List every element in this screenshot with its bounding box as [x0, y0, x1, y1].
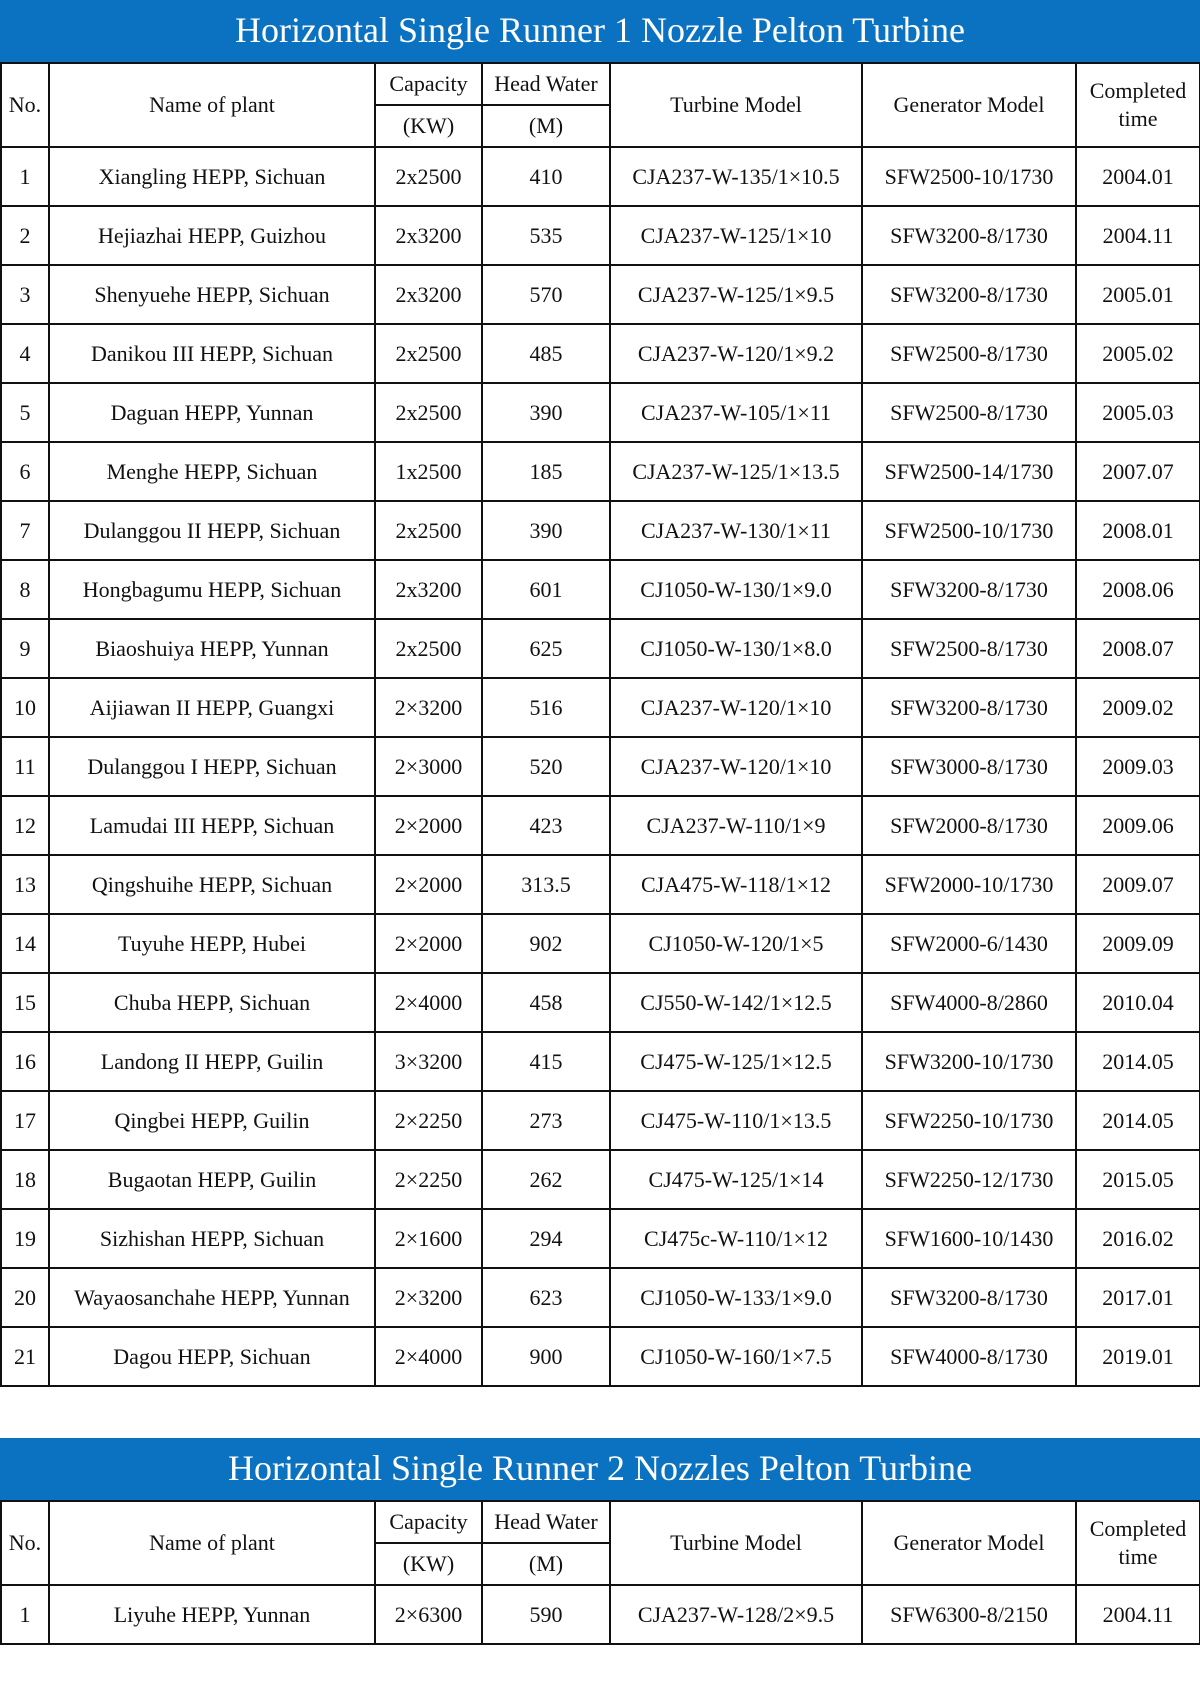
header-capacity-unit: (KW): [375, 1543, 482, 1585]
cell-plant-name: Qingshuihe HEPP, Sichuan: [49, 855, 375, 914]
cell-completed-time: 2014.05: [1076, 1032, 1200, 1091]
table-row: [1, 619, 1200, 678]
table-row: [1, 147, 1200, 206]
cell-generator-model: SFW2500-8/1730: [862, 383, 1076, 442]
cell-turbine-model: CJ1050-W-130/1×8.0: [610, 619, 862, 678]
cell-capacity: 2x3200: [375, 206, 482, 265]
cell-generator-model: SFW2500-8/1730: [862, 619, 1076, 678]
cell-plant-name: Menghe HEPP, Sichuan: [49, 442, 375, 501]
cell-capacity: 2x3200: [375, 265, 482, 324]
cell-capacity: 2×2250: [375, 1150, 482, 1209]
cell-generator-model: SFW3000-8/1730: [862, 737, 1076, 796]
header-completed-line1: Completed: [1089, 78, 1187, 103]
cell-no: 2: [1, 206, 49, 265]
cell-turbine-model: CJ475-W-125/1×14: [610, 1150, 862, 1209]
cell-turbine-model: CJ550-W-142/1×12.5: [610, 973, 862, 1032]
cell-head-water: 410: [482, 147, 610, 206]
cell-no: 13: [1, 855, 49, 914]
table-row: [1, 678, 1200, 737]
cell-completed-time: 2008.07: [1076, 619, 1200, 678]
table-row: [1, 1327, 1200, 1386]
cell-capacity: 2x3200: [375, 560, 482, 619]
cell-generator-model: SFW3200-10/1730: [862, 1032, 1076, 1091]
cell-completed-time: 2016.02: [1076, 1209, 1200, 1268]
cell-no: 21: [1, 1327, 49, 1386]
cell-completed-time: 2008.01: [1076, 501, 1200, 560]
cell-head-water: 601: [482, 560, 610, 619]
table-row: [1, 1150, 1200, 1209]
cell-no: 15: [1, 973, 49, 1032]
table-row: [1, 973, 1200, 1032]
cell-completed-time: 2009.02: [1076, 678, 1200, 737]
table-title: Horizontal Single Runner 1 Nozzle Pelton Turbine: [0, 0, 1200, 62]
cell-no: 11: [1, 737, 49, 796]
cell-head-water: 535: [482, 206, 610, 265]
table-row: [1, 501, 1200, 560]
header-turbine-model: Turbine Model: [610, 63, 862, 147]
table-row: [1, 324, 1200, 383]
cell-capacity: 2x2500: [375, 324, 482, 383]
section-spacer: [0, 1387, 1200, 1438]
table-row: [1, 560, 1200, 619]
cell-generator-model: SFW2250-12/1730: [862, 1150, 1076, 1209]
cell-no: 10: [1, 678, 49, 737]
header-completed-line2: time: [1118, 106, 1158, 131]
cell-completed-time: 2005.01: [1076, 265, 1200, 324]
cell-capacity: 2×2250: [375, 1091, 482, 1150]
cell-no: 1: [1, 147, 49, 206]
cell-no: 18: [1, 1150, 49, 1209]
cell-generator-model: SFW2500-8/1730: [862, 324, 1076, 383]
table-row: [1, 1032, 1200, 1091]
cell-capacity: 2×2000: [375, 796, 482, 855]
cell-head-water: 902: [482, 914, 610, 973]
cell-completed-time: 2007.07: [1076, 442, 1200, 501]
cell-head-water: 458: [482, 973, 610, 1032]
cell-generator-model: SFW2250-10/1730: [862, 1091, 1076, 1150]
cell-generator-model: SFW2500-10/1730: [862, 501, 1076, 560]
cell-head-water: 900: [482, 1327, 610, 1386]
cell-plant-name: Landong II HEPP, Guilin: [49, 1032, 375, 1091]
header-name: Name of plant: [49, 1501, 375, 1585]
cell-capacity: 1x2500: [375, 442, 482, 501]
cell-completed-time: 2005.02: [1076, 324, 1200, 383]
cell-generator-model: SFW3200-8/1730: [862, 678, 1076, 737]
cell-plant-name: Chuba HEPP, Sichuan: [49, 973, 375, 1032]
cell-plant-name: Aijiawan II HEPP, Guangxi: [49, 678, 375, 737]
cell-plant-name: Dulanggou I HEPP, Sichuan: [49, 737, 375, 796]
cell-no: 6: [1, 442, 49, 501]
header-turbine-model: Turbine Model: [610, 1501, 862, 1585]
cell-generator-model: SFW4000-8/1730: [862, 1327, 1076, 1386]
cell-head-water: 415: [482, 1032, 610, 1091]
cell-turbine-model: CJA237-W-125/1×10: [610, 206, 862, 265]
cell-capacity: 2×4000: [375, 1327, 482, 1386]
table-row: [1, 383, 1200, 442]
cell-turbine-model: CJ475-W-125/1×12.5: [610, 1032, 862, 1091]
cell-no: 1: [1, 1585, 49, 1644]
cell-capacity: 2×6300: [375, 1585, 482, 1644]
cell-head-water: 423: [482, 796, 610, 855]
cell-generator-model: SFW2000-8/1730: [862, 796, 1076, 855]
cell-head-water: 625: [482, 619, 610, 678]
cell-capacity: 2×2000: [375, 914, 482, 973]
header-generator-model: Generator Model: [862, 63, 1076, 147]
header-completed-time: [1076, 63, 1200, 147]
cell-turbine-model: CJA237-W-135/1×10.5: [610, 147, 862, 206]
table-row: [1, 914, 1200, 973]
cell-generator-model: SFW2500-10/1730: [862, 147, 1076, 206]
cell-turbine-model: CJ1050-W-160/1×7.5: [610, 1327, 862, 1386]
cell-head-water: 294: [482, 1209, 610, 1268]
cell-plant-name: Hongbagumu HEPP, Sichuan: [49, 560, 375, 619]
cell-capacity: 2×2000: [375, 855, 482, 914]
cell-turbine-model: CJA237-W-120/1×9.2: [610, 324, 862, 383]
cell-capacity: 2x2500: [375, 383, 482, 442]
cell-head-water: 623: [482, 1268, 610, 1327]
cell-no: 7: [1, 501, 49, 560]
table-row: [1, 855, 1200, 914]
cell-capacity: 2×3000: [375, 737, 482, 796]
cell-completed-time: 2008.06: [1076, 560, 1200, 619]
cell-capacity: 2x2500: [375, 501, 482, 560]
cell-completed-time: 2009.06: [1076, 796, 1200, 855]
cell-plant-name: Dagou HEPP, Sichuan: [49, 1327, 375, 1386]
cell-completed-time: 2014.05: [1076, 1091, 1200, 1150]
cell-no: 3: [1, 265, 49, 324]
header-completed-time: [1076, 1501, 1200, 1585]
cell-no: 14: [1, 914, 49, 973]
cell-turbine-model: CJA237-W-125/1×9.5: [610, 265, 862, 324]
cell-head-water: 570: [482, 265, 610, 324]
cell-capacity: 2x2500: [375, 619, 482, 678]
cell-generator-model: SFW1600-10/1430: [862, 1209, 1076, 1268]
table-row: [1, 1268, 1200, 1327]
cell-completed-time: 2009.07: [1076, 855, 1200, 914]
table-section: [0, 1438, 1200, 1645]
cell-no: 4: [1, 324, 49, 383]
cell-head-water: 390: [482, 383, 610, 442]
cell-completed-time: 2004.11: [1076, 1585, 1200, 1644]
cell-generator-model: SFW4000-8/2860: [862, 973, 1076, 1032]
cell-capacity: 2×1600: [375, 1209, 482, 1268]
cell-generator-model: SFW3200-8/1730: [862, 1268, 1076, 1327]
cell-generator-model: SFW3200-8/1730: [862, 560, 1076, 619]
cell-no: 19: [1, 1209, 49, 1268]
header-capacity: Capacity: [375, 1501, 482, 1543]
cell-plant-name: Biaoshuiya HEPP, Yunnan: [49, 619, 375, 678]
cell-plant-name: Qingbei HEPP, Guilin: [49, 1091, 375, 1150]
table-title: Horizontal Single Runner 2 Nozzles Pelton Turbine: [0, 1438, 1200, 1500]
header-capacity-unit: (KW): [375, 105, 482, 147]
cell-head-water: 313.5: [482, 855, 610, 914]
cell-capacity: 2×3200: [375, 678, 482, 737]
cell-turbine-model: CJ475-W-110/1×13.5: [610, 1091, 862, 1150]
cell-generator-model: SFW2500-14/1730: [862, 442, 1076, 501]
cell-completed-time: 2010.04: [1076, 973, 1200, 1032]
header-generator-model: Generator Model: [862, 1501, 1076, 1585]
cell-head-water: 262: [482, 1150, 610, 1209]
plants-table: [0, 1500, 1200, 1645]
table-row: [1, 265, 1200, 324]
cell-completed-time: 2019.01: [1076, 1327, 1200, 1386]
cell-head-water: 520: [482, 737, 610, 796]
cell-turbine-model: CJA237-W-110/1×9: [610, 796, 862, 855]
cell-head-water: 590: [482, 1585, 610, 1644]
cell-turbine-model: CJA237-W-120/1×10: [610, 678, 862, 737]
cell-capacity: 2x2500: [375, 147, 482, 206]
cell-plant-name: Bugaotan HEPP, Guilin: [49, 1150, 375, 1209]
cell-head-water: 485: [482, 324, 610, 383]
cell-capacity: 2×3200: [375, 1268, 482, 1327]
table-row: [1, 442, 1200, 501]
cell-turbine-model: CJA237-W-105/1×11: [610, 383, 862, 442]
cell-completed-time: 2009.09: [1076, 914, 1200, 973]
cell-plant-name: Daguan HEPP, Yunnan: [49, 383, 375, 442]
cell-generator-model: SFW2000-10/1730: [862, 855, 1076, 914]
cell-turbine-model: CJA475-W-118/1×12: [610, 855, 862, 914]
cell-plant-name: Hejiazhai HEPP, Guizhou: [49, 206, 375, 265]
cell-no: 5: [1, 383, 49, 442]
cell-plant-name: Lamudai III HEPP, Sichuan: [49, 796, 375, 855]
cell-completed-time: 2017.01: [1076, 1268, 1200, 1327]
cell-completed-time: 2004.01: [1076, 147, 1200, 206]
header-name: Name of plant: [49, 63, 375, 147]
header-completed-line2: time: [1118, 1544, 1158, 1569]
cell-head-water: 516: [482, 678, 610, 737]
table-row: [1, 737, 1200, 796]
cell-plant-name: Liyuhe HEPP, Yunnan: [49, 1585, 375, 1644]
cell-generator-model: SFW3200-8/1730: [862, 265, 1076, 324]
cell-plant-name: Xiangling HEPP, Sichuan: [49, 147, 375, 206]
cell-no: 12: [1, 796, 49, 855]
cell-turbine-model: CJA237-W-128/2×9.5: [610, 1585, 862, 1644]
cell-no: 8: [1, 560, 49, 619]
cell-no: 16: [1, 1032, 49, 1091]
cell-capacity: 3×3200: [375, 1032, 482, 1091]
table-row: [1, 206, 1200, 265]
cell-generator-model: SFW3200-8/1730: [862, 206, 1076, 265]
cell-no: 17: [1, 1091, 49, 1150]
header-no: No.: [1, 1501, 49, 1585]
header-head-unit: (M): [482, 105, 610, 147]
cell-plant-name: Shenyuehe HEPP, Sichuan: [49, 265, 375, 324]
cell-head-water: 273: [482, 1091, 610, 1150]
table-row: [1, 1585, 1200, 1644]
cell-plant-name: Dulanggou II HEPP, Sichuan: [49, 501, 375, 560]
header-completed-line1: Completed: [1089, 1516, 1187, 1541]
header-head-water: Head Water: [482, 63, 610, 105]
cell-plant-name: Danikou III HEPP, Sichuan: [49, 324, 375, 383]
cell-completed-time: 2009.03: [1076, 737, 1200, 796]
cell-head-water: 185: [482, 442, 610, 501]
cell-plant-name: Tuyuhe HEPP, Hubei: [49, 914, 375, 973]
cell-completed-time: 2004.11: [1076, 206, 1200, 265]
cell-generator-model: SFW6300-8/2150: [862, 1585, 1076, 1644]
header-capacity: Capacity: [375, 63, 482, 105]
cell-turbine-model: CJ1050-W-120/1×5: [610, 914, 862, 973]
cell-plant-name: Sizhishan HEPP, Sichuan: [49, 1209, 375, 1268]
cell-turbine-model: CJA237-W-130/1×11: [610, 501, 862, 560]
cell-turbine-model: CJA237-W-120/1×10: [610, 737, 862, 796]
cell-turbine-model: CJA237-W-125/1×13.5: [610, 442, 862, 501]
cell-turbine-model: CJ1050-W-130/1×9.0: [610, 560, 862, 619]
cell-capacity: 2×4000: [375, 973, 482, 1032]
cell-no: 9: [1, 619, 49, 678]
table-row: [1, 1209, 1200, 1268]
header-head-water: Head Water: [482, 1501, 610, 1543]
cell-plant-name: Wayaosanchahe HEPP, Yunnan: [49, 1268, 375, 1327]
cell-completed-time: 2005.03: [1076, 383, 1200, 442]
header-no: No.: [1, 63, 49, 147]
cell-no: 20: [1, 1268, 49, 1327]
plants-table: [0, 62, 1200, 1387]
cell-generator-model: SFW2000-6/1430: [862, 914, 1076, 973]
cell-completed-time: 2015.05: [1076, 1150, 1200, 1209]
table-row: [1, 1091, 1200, 1150]
table-row: [1, 796, 1200, 855]
cell-turbine-model: CJ475c-W-110/1×12: [610, 1209, 862, 1268]
header-head-unit: (M): [482, 1543, 610, 1585]
cell-turbine-model: CJ1050-W-133/1×9.0: [610, 1268, 862, 1327]
cell-head-water: 390: [482, 501, 610, 560]
